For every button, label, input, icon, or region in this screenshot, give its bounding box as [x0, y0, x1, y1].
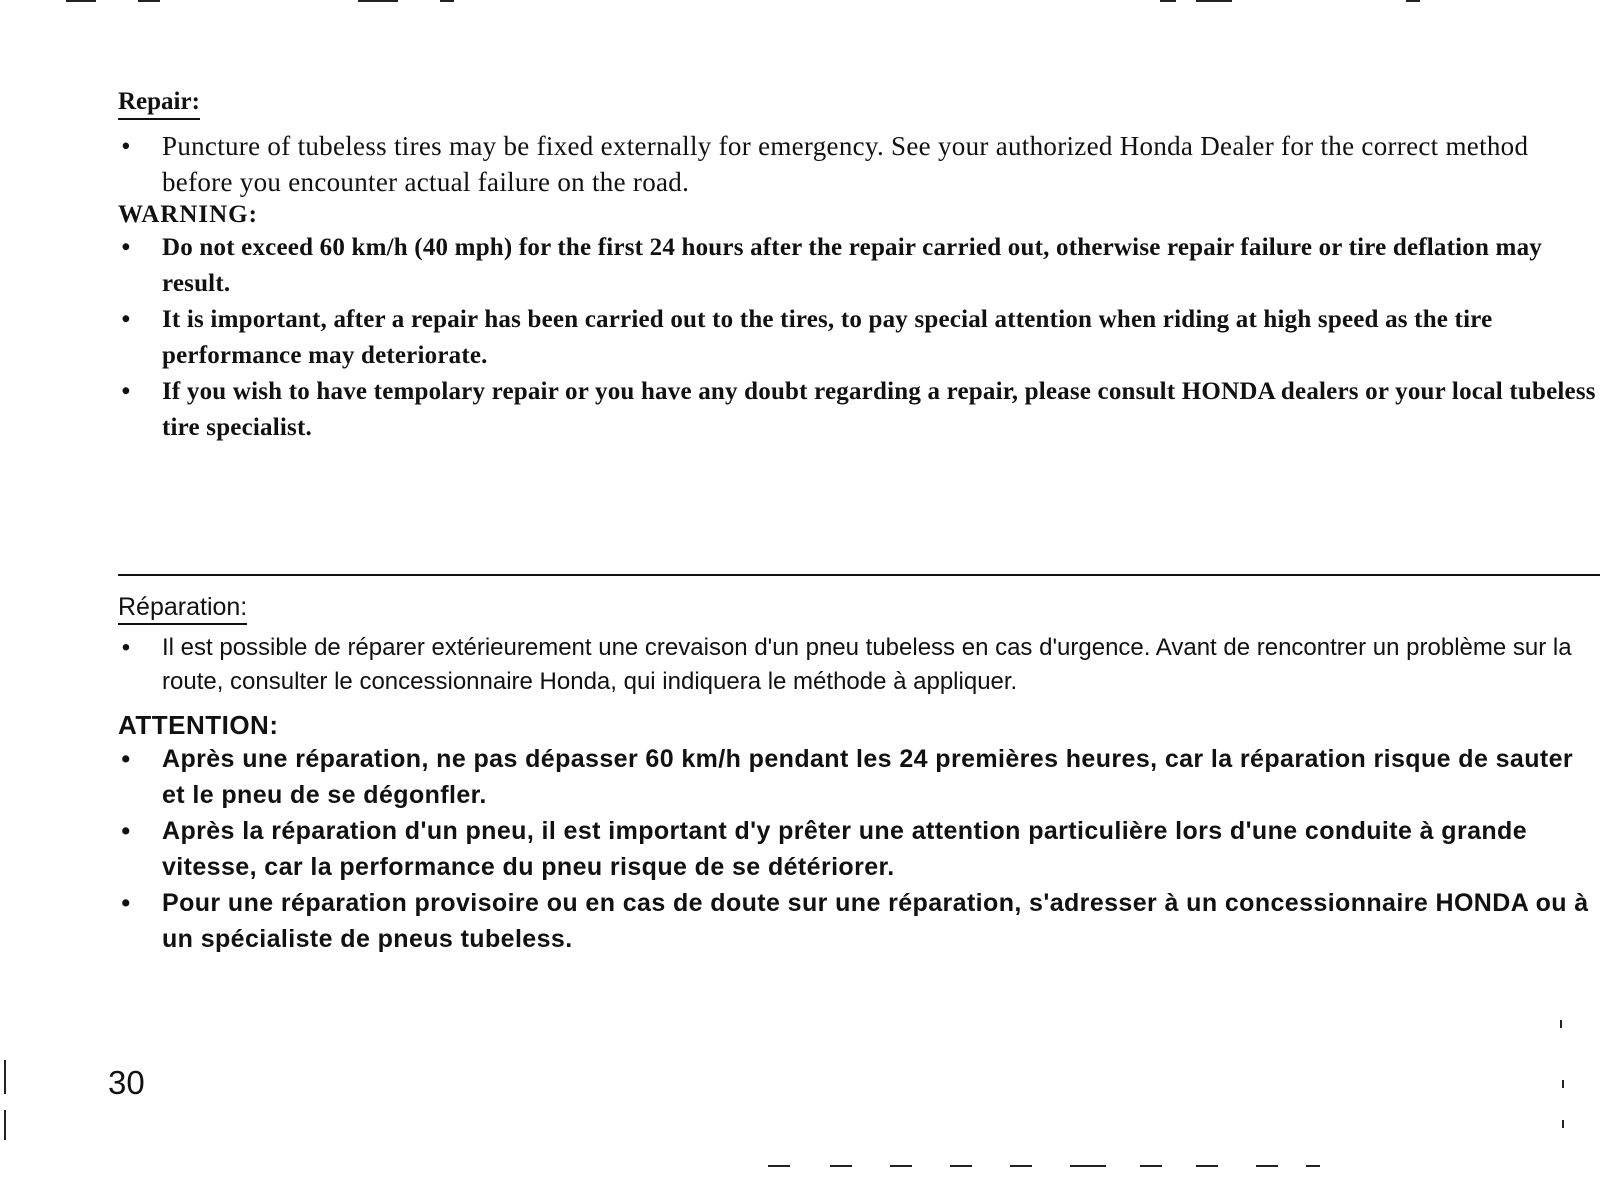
- list-item: [118, 302, 1598, 374]
- list-item: [118, 230, 1598, 302]
- scan-mark: [890, 1165, 912, 1167]
- scan-mark: [1562, 1080, 1564, 1088]
- english-section: [118, 88, 1598, 446]
- list-item-text: Do not exceed 60 km/h (40 mph) for the first 24 hours after the repair carried out, otherwise repair failure or tire deflation may result.: [162, 234, 1542, 297]
- french-section: [118, 592, 1598, 957]
- scan-mark: [1560, 1020, 1562, 1028]
- list-item-text: Après la réparation d'un pneu, il est important d'y prêter une attention particulière lors d'une conduite à grande vitesse, car la performance du pneu risque de se détériorer.: [162, 817, 1528, 881]
- scan-mark: [1196, 0, 1232, 2]
- scan-mark: [440, 0, 454, 2]
- reparation-heading: Réparation:: [118, 592, 247, 625]
- repair-list: [118, 128, 1598, 200]
- list-item: [118, 885, 1598, 957]
- list-item: [118, 631, 1598, 699]
- scan-mark: [1256, 1165, 1278, 1167]
- bullet-icon: •: [121, 306, 131, 333]
- warning-heading: WARNING:: [118, 201, 258, 228]
- bullet-icon: •: [121, 634, 131, 661]
- attention-heading: ATTENTION:: [118, 710, 279, 740]
- bullet-icon: •: [121, 817, 131, 845]
- list-item: [118, 741, 1598, 813]
- bullet-icon: •: [121, 889, 131, 917]
- list-item-text: Pour une réparation provisoire ou en cas de doute sur une réparation, s'adresser à un concessionnaire HONDA ou à un spécialiste de pneus tubeless.: [162, 889, 1589, 953]
- scan-mark: [950, 1165, 972, 1167]
- list-item-text: Après une réparation, ne pas dépasser 60 km/h pendant les 24 premières heures, car la réparation risque de sauter et le pneu de se dégonfler.: [162, 745, 1574, 809]
- scan-mark: [1562, 1120, 1564, 1128]
- scan-mark: [138, 0, 160, 2]
- bullet-icon: •: [121, 234, 131, 261]
- warning-list: [118, 230, 1598, 446]
- list-item: [118, 813, 1598, 885]
- scan-mark: [830, 1165, 852, 1167]
- list-item-text: It is important, after a repair has been carried out to the tires, to pay special attention when riding at high speed as the tire performance may deteriorate.: [162, 306, 1493, 369]
- scan-mark: [358, 0, 398, 2]
- repair-heading: Repair:: [118, 88, 200, 120]
- scan-mark: [1140, 1165, 1162, 1167]
- scan-mark: [1406, 0, 1420, 2]
- scan-mark: [768, 1165, 790, 1167]
- list-item: [118, 128, 1598, 200]
- list-item-text: If you wish to have tempolary repair or you have any doubt regarding a repair, please consult HONDA dealers or your local tubeless tire specialist.: [162, 378, 1596, 441]
- list-item-text: Il est possible de réparer extérieurement une crevaison d'un pneu tubeless en cas d'urgence. Avant de rencontrer un problème sur la route, consulter le concessionnaire Honda, qui indiquera le méthode à appliquer.: [162, 634, 1572, 695]
- bullet-icon: •: [121, 131, 131, 161]
- scan-mark: [66, 0, 96, 2]
- scan-mark: [4, 1060, 6, 1094]
- list-item-text: Puncture of tubeless tires may be fixed externally for emergency. See your authorized Honda Dealer for the correct method before you encounter actual failure on the road.: [162, 131, 1529, 197]
- bullet-icon: •: [121, 745, 131, 773]
- reparation-list: [118, 631, 1598, 699]
- bullet-icon: •: [121, 378, 131, 405]
- page-number: 30: [108, 1064, 145, 1101]
- attention-list: [118, 741, 1598, 957]
- scan-mark: [1196, 1165, 1218, 1167]
- scan-mark: [1160, 0, 1176, 2]
- scan-mark: [1010, 1165, 1032, 1167]
- scan-mark: [1070, 1165, 1106, 1167]
- section-divider: [118, 574, 1600, 576]
- list-item: [118, 374, 1598, 446]
- scan-mark: [4, 1110, 6, 1140]
- scan-mark: [1306, 1165, 1320, 1167]
